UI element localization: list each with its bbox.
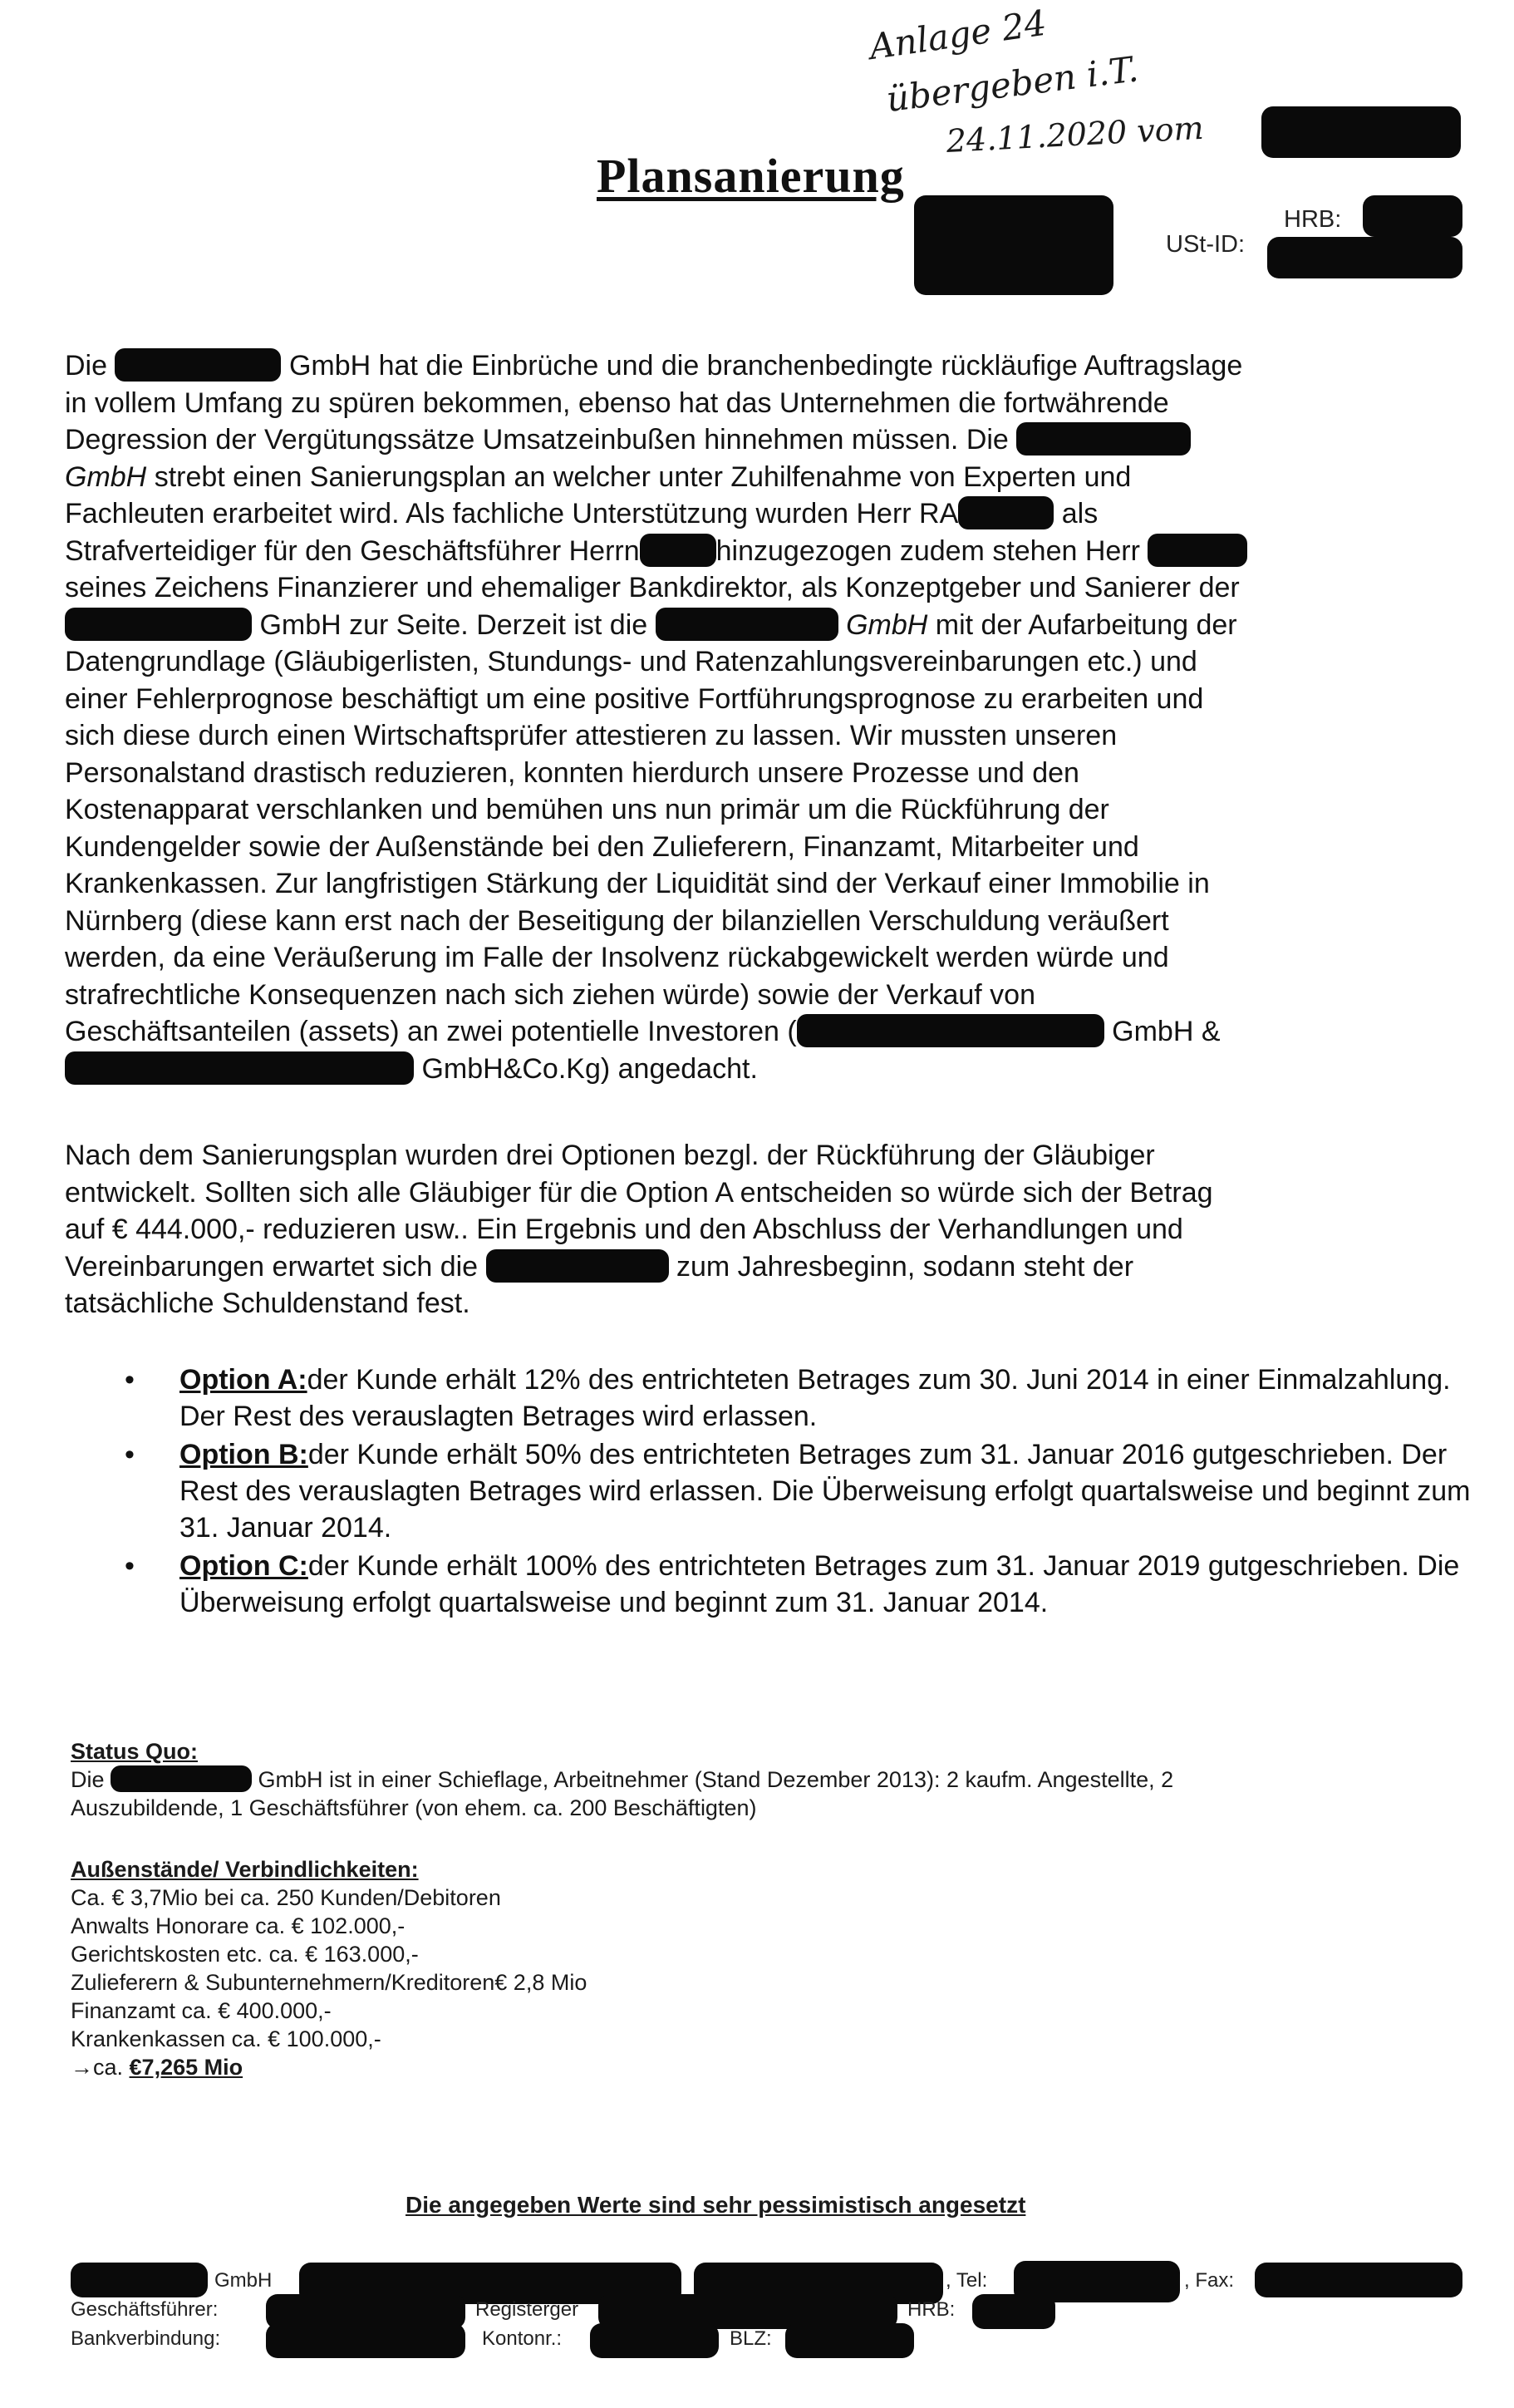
redaction-inline xyxy=(65,1051,414,1085)
text-line: Auszubildende, 1 Geschäftsführer (von ehem. ca. 200 Beschäftigten) xyxy=(71,1795,757,1820)
footer-kontonr: Kontonr.: xyxy=(482,2327,563,2350)
text-line: Fachleuten erarbeitet wird. Als fachliche Unterstützung wurden Herr RA als xyxy=(65,498,1099,529)
option-text: der Kunde erhält 100% des entrichteten Betrages zum 31. Januar 2019 gutgeschrieben. Die Überweisung erfolgt quartalsweise und beginnt zum 31. Januar 2014. xyxy=(179,1550,1460,1618)
footer-bankverbindung: Bankverbindung: xyxy=(71,2327,221,2350)
handwritten-annotation-line1: Anlage 24 xyxy=(867,2,1049,67)
footer-gmbh: GmbH xyxy=(214,2269,273,2292)
option-label: Option C: xyxy=(179,1550,308,1582)
redaction-block xyxy=(1261,106,1461,158)
text-line: seines Zeichens Finanzierer und ehemaliger Bankdirektor, als Konzeptgeber und Sanierer der xyxy=(65,572,1240,603)
option-label: Option B: xyxy=(179,1439,308,1470)
redaction-block xyxy=(1363,195,1462,237)
list-item: Gerichtskosten etc. ca. € 163.000,- xyxy=(71,1942,419,1967)
redaction-block xyxy=(785,2323,914,2358)
redaction-block xyxy=(1267,237,1462,278)
text-line: Die GmbH hat die Einbrüche und die branchenbedingte rückläufige Auftragslage xyxy=(65,350,1243,382)
text-line: strafrechtliche Konsequenzen nach sich ziehen würde) sowie der Verkauf von xyxy=(65,978,1036,1011)
disclaimer: Die angegeben Werte sind sehr pessimistisch angesetzt xyxy=(406,2192,1026,2218)
text-line: Kundengelder sowie der Außenstände bei den Zulieferern, Finanzamt, Mitarbeiter und xyxy=(65,830,1139,863)
option-text: der Kunde erhält 50% des entrichteten Betrages zum 31. Januar 2016 gutgeschrieben. Der Rest des verauslagten Betrages wird erlassen. Die Überweisung erfolgt quartalsweise und beginnt zum 31. Januar 2014. xyxy=(179,1439,1471,1544)
liabilities-heading: Außenstände/ Verbindlichkeiten: xyxy=(71,1857,419,1882)
list-item xyxy=(116,1548,1479,1621)
text-line: Geschäftsanteilen (assets) an zwei potentielle Investoren ( GmbH & xyxy=(65,1016,1221,1047)
text-line: Nach dem Sanierungsplan wurden drei Optionen bezgl. der Rückführung der Gläubiger xyxy=(65,1140,1155,1171)
footer-registergericht: Registerger xyxy=(475,2298,579,2321)
ustid-label: USt-ID: xyxy=(1166,231,1246,258)
text-line: GmbH&Co.Kg) angedacht. xyxy=(65,1051,1469,1088)
redaction-block xyxy=(266,2323,465,2358)
text-line: sich diese durch einen Wirtschaftsprüfer attestieren zu lassen. Wir mussten unseren xyxy=(65,720,1118,751)
text-line: Nürnberg (diese kann erst nach der Beseitigung der bilanziellen Verschuldung veräußert xyxy=(65,904,1169,937)
redaction-inline xyxy=(1016,422,1191,456)
text-line: Die GmbH ist in einer Schieflage, Arbeitnehmer (Stand Dezember 2013): 2 kaufm. Angestellte, 2 xyxy=(71,1767,1174,1792)
redaction-inline xyxy=(111,1765,252,1792)
list-item: Anwalts Honorare ca. € 102.000,- xyxy=(71,1913,406,1938)
footer-geschaeftsfuehrer: Geschäftsführer: xyxy=(71,2298,219,2321)
list-item: Finanzamt ca. € 400.000,- xyxy=(71,1998,332,2023)
redaction-block xyxy=(914,195,1113,295)
list-item xyxy=(116,1436,1479,1546)
text-line: GmbH strebt einen Sanierungsplan an welcher unter Zuhilfenahme von Experten und xyxy=(65,460,1132,493)
text-line: GmbH zur Seite. Derzeit ist die GmbH mit der Aufarbeitung der xyxy=(65,607,1469,644)
redaction-inline xyxy=(656,608,838,641)
text-line: entwickelt. Sollten sich alle Gläubiger für die Option A entscheiden so würde sich der Betrag xyxy=(65,1176,1213,1209)
hrb-label: HRB: xyxy=(1284,206,1342,233)
text-line: Personalstand drastisch reduzieren, konnten hierdurch unsere Prozesse und den xyxy=(65,756,1079,789)
footer-tel: , Tel: xyxy=(946,2269,988,2292)
status-quo-section xyxy=(71,1737,1467,1822)
bullet-icon: • xyxy=(125,1364,135,1396)
paragraph-intro xyxy=(65,347,1469,1087)
bullet-icon: • xyxy=(125,1439,135,1470)
redaction-inline xyxy=(797,1014,1104,1047)
status-quo-heading: Status Quo: xyxy=(71,1739,198,1764)
redaction-inline xyxy=(640,534,716,567)
text-line: Kostenapparat verschlanken und bemühen uns nun primär um die Rückführung der xyxy=(65,794,1109,825)
list-item: Ca. € 3,7Mio bei ca. 250 Kunden/Debitoren xyxy=(71,1885,501,1910)
text-line: Krankenkassen. Zur langfristigen Stärkung der Liquidität sind der Verkauf einer Immobilie in xyxy=(65,868,1210,899)
text-line: Vereinbarungen erwartet sich die zum Jahresbeginn, sodann steht der xyxy=(65,1250,1134,1283)
paragraph-plan xyxy=(65,1137,1469,1322)
redaction-inline xyxy=(65,608,252,641)
redaction-inline xyxy=(1148,534,1247,567)
text-line: Strafverteidiger für den Geschäftsführer Herrn hinzugezogen zudem stehen Herr xyxy=(65,533,1469,570)
text-line: Degression der Vergütungssätze Umsatzeinbußen hinnehmen müssen. Die xyxy=(65,421,1469,459)
redaction-inline xyxy=(115,348,281,382)
redaction-inline xyxy=(958,496,1054,529)
handwritten-annotation-line2: übergeben i.T. xyxy=(884,48,1141,120)
options-list xyxy=(116,1362,1479,1623)
bullet-icon: • xyxy=(125,1550,135,1582)
list-item: Zulieferern & Subunternehmern/Kreditoren€ 2,8 Mio xyxy=(71,1970,587,1995)
text-line: Datengrundlage (Gläubigerlisten, Stundungs- und Ratenzahlungsvereinbarungen etc.) und xyxy=(65,646,1197,677)
page-title: Plansanierung xyxy=(597,149,905,203)
option-label: Option A: xyxy=(179,1364,307,1396)
text-line: in vollem Umfang zu spüren bekommen, ebenso hat das Unternehmen die fortwährende xyxy=(65,387,1169,419)
footer-hrb: HRB: xyxy=(907,2298,956,2321)
redaction-block xyxy=(1255,2263,1462,2297)
list-item: Krankenkassen ca. € 100.000,- xyxy=(71,2026,381,2051)
text-line: tatsächliche Schuldenstand fest. xyxy=(65,1288,470,1319)
option-text: der Kunde erhält 12% des entrichteten Betrages zum 30. Juni 2014 in einer Einmalzahlung. Der Rest des verauslagten Betrages wird erlassen. xyxy=(179,1364,1451,1432)
list-item xyxy=(116,1362,1479,1435)
text-line: einer Fehlerprognose beschäftigt um eine positive Fortführungsprognose zu erarbeiten und xyxy=(65,682,1204,715)
redaction-block xyxy=(71,2263,208,2297)
total-line: →ca. €7,265 Mio xyxy=(71,2055,243,2080)
handwritten-annotation-line3: 24.11.2020 vom xyxy=(945,109,1205,160)
footer-blz: BLZ: xyxy=(730,2327,772,2350)
redaction-inline xyxy=(486,1249,669,1283)
text-line: auf € 444.000,- reduzieren usw.. Ein Ergebnis und den Abschluss der Verhandlungen und xyxy=(65,1214,1183,1245)
text-line: werden, da eine Veräußerung im Falle der Insolvenz rückabgewickelt werden würde und xyxy=(65,942,1169,973)
liabilities-section xyxy=(71,1855,1068,2081)
redaction-block xyxy=(972,2294,1055,2329)
footer-fax: , Fax: xyxy=(1184,2269,1235,2292)
redaction-block xyxy=(590,2323,719,2358)
